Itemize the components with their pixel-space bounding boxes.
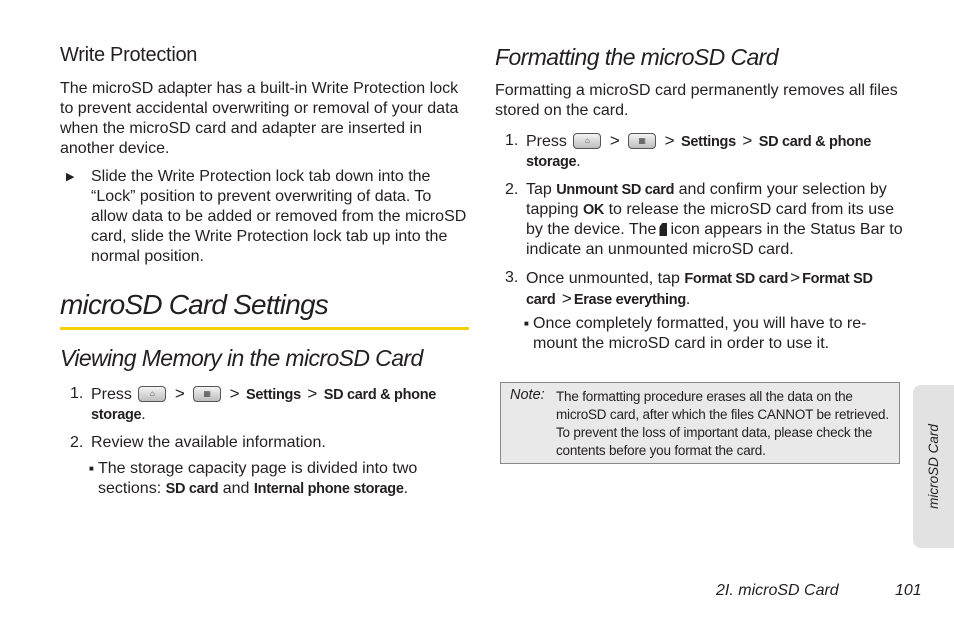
square-bullet-icon: ■ bbox=[89, 464, 94, 473]
triangle-bullet-icon: ▶ bbox=[66, 171, 75, 183]
viewing-step-2: 2. Review the available information. bbox=[70, 434, 326, 451]
viewing-memory-heading: Viewing Memory in the microSD Card bbox=[60, 345, 423, 371]
sd-card-icon bbox=[659, 223, 667, 236]
square-bullet-icon: ■ bbox=[524, 319, 529, 328]
page-number: 101 bbox=[895, 582, 922, 599]
home-key-icon: ⌂ bbox=[573, 133, 601, 149]
left-column bbox=[60, 44, 470, 499]
viewing-step-2-bullet: ■ The storage capacity page is divided into two sections: SD card and Internal phone storage. bbox=[89, 460, 418, 497]
formatting-intro: Formatting a microSD card permanently removes all files stored on the card. bbox=[495, 82, 898, 119]
menu-key-icon: ▦ bbox=[193, 386, 221, 402]
storage-menu-path: SD card & phone storage bbox=[91, 387, 437, 423]
write-protection-paragraph: The microSD adapter has a built-in Write Protection lock to prevent accidental overwriting or removal of your data when the microSD card and adapter are inserted in another device. bbox=[60, 80, 459, 157]
formatting-step-3: 3. Once unmounted, tap Format SD card > Format SD card > Erase everything. bbox=[505, 268, 873, 308]
formatting-step-2: 2. Tap Unmount SD card and confirm your selection by tapping OK to release the microSD card from its use by the device. The icon appears in the Status Bar to indicate an unmounted microSD card. bbox=[505, 181, 903, 258]
note-text: The formatting procedure erases all the data on the microSD card, after which the files CANNOT be retrieved. To prevent the loss of important data, please check the contents before you format the card. bbox=[556, 389, 889, 458]
formatting-heading: Formatting the microSD Card bbox=[495, 44, 778, 70]
footer-chapter: 2I. microSD Card bbox=[716, 582, 839, 599]
note-label: Note: bbox=[510, 387, 545, 403]
page-title: microSD Card Settings bbox=[60, 289, 328, 320]
title-underline bbox=[60, 327, 469, 330]
formatting-step-3-bullet: ■ Once completely formatted, you will have to re-mount the microSD card in order to use it. bbox=[524, 315, 867, 352]
home-key-icon: ⌂ bbox=[138, 386, 166, 402]
write-protection-bullet: ▶ Slide the Write Protection lock tab down into the “Lock” position to prevent overwriting of data. To allow data to be added or removed from the microSD card, slide the Write Protection lock tab up into the normal position. bbox=[60, 167, 470, 267]
note-box bbox=[500, 382, 900, 464]
formatting-step-1: 1. Press ⌂ > ▦ > Settings > SD card & phone storage. bbox=[505, 131, 872, 170]
side-tab-label: microSD Card bbox=[926, 424, 942, 509]
chapter-side-tab bbox=[913, 385, 954, 548]
menu-key-icon: ▦ bbox=[628, 133, 656, 149]
viewing-step-1: 1. Press ⌂ > ▦ > Settings > SD card & phone storage. bbox=[70, 384, 437, 423]
write-protection-heading: Write Protection bbox=[60, 44, 198, 66]
settings-menu-path: Settings bbox=[246, 387, 301, 403]
right-column bbox=[495, 44, 905, 354]
